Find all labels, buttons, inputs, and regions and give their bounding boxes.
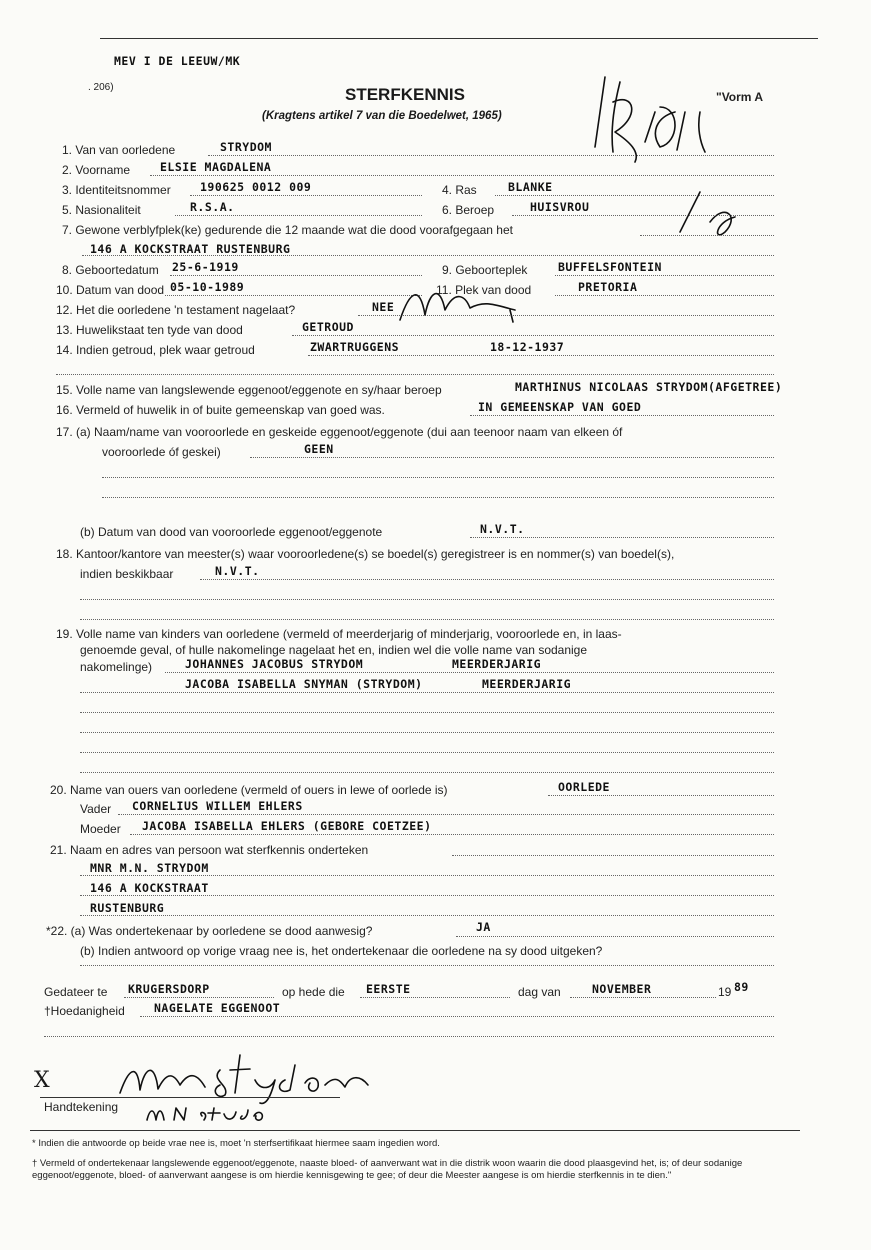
field-15-label: 15. Volle name van langslewende eggenoot/eggenote en sy/haar beroep (56, 383, 442, 397)
initials-handwriting (395, 280, 535, 330)
field-6-value: HUISVROU (530, 200, 590, 214)
field-8-value: 25-6-1919 (172, 260, 239, 274)
field-17a-label-1: 17. (a) Naam/name van vooroorlede en geskeide eggenoot/eggenote (dui aan teenoor naam van elkeen óf (56, 425, 623, 439)
dated-year-prefix: 19 (718, 985, 732, 999)
field-3-label: 3. Identiteitsnommer (62, 183, 171, 197)
field-5-label: 5. Nasionaliteit (62, 203, 141, 217)
capacity-value: NAGELATE EGGENOOT (154, 1001, 281, 1015)
child-2-status: MEERDERJARIG (482, 677, 572, 691)
field-19-label-2: genoemde geval, of hulle nakomelinge nagelaat het en, indien wel die volle name van sodanige (80, 643, 588, 657)
field-10-value: 05-10-1989 (170, 280, 245, 294)
signature-handwriting (110, 1045, 380, 1105)
signer-address-street: 146 A KOCKSTRAAT (90, 881, 209, 895)
field-14-label: 14. Indien getroud, plek waar getroud (56, 343, 255, 357)
field-7-value: 146 A KOCKSTRAAT RUSTENBURG (90, 242, 291, 256)
field-15-value: MARTHINUS NICOLAAS STRYDOM(AFGETREE) (515, 380, 783, 394)
field-16-label: 16. Vermeld of huwelik in of buite gemeenskap van goed was. (56, 403, 385, 417)
document-title: STERFKENNIS (345, 85, 465, 104)
signer-name: MNR M.N. STRYDOM (90, 861, 209, 875)
field-9-label: 9. Geboorteplek (442, 263, 528, 277)
reference-code: MEV I DE LEEUW/MK (114, 54, 241, 68)
field-14-date: 18-12-1937 (490, 340, 565, 354)
field-14-value: ZWARTRUGGENS (310, 340, 400, 354)
field-5-value: R.S.A. (190, 200, 235, 214)
field-7-label: 7. Gewone verblyfplek(ke) gedurende die 12 maande wat die dood voorafgegaan het (62, 223, 513, 237)
field-17a-label-2: vooroorlede óf geskei) (102, 445, 221, 459)
signature-label: Handtekening (44, 1100, 119, 1114)
field-18-label-2: indien beskikbaar (80, 567, 174, 581)
field-2-label: 2. Voorname (62, 163, 131, 177)
footnote-2: † Vermeld of ondertekenaar langslewende eggenoot/eggenote, naaste bloed- of aanverwant wat in die distrik woon waarin die dood plaasgevind het, is; of deur sodanige eggenoot/eggenote, bloed- of aanverwant aangese is om hierdie kennisgewing te gee; of deur die Meester aangese is om hierdie sterfkennis in te dien." (32, 1158, 743, 1181)
field-11-label: 11. Plek van dood (436, 283, 532, 297)
margin-annotation-handwriting (585, 72, 785, 242)
signature-x-mark: X (34, 1068, 50, 1093)
child-1-name: JOHANNES JACOBUS STRYDOM (185, 657, 364, 671)
field-4-value: BLANKE (508, 180, 553, 194)
field-16-value: IN GEMEENSKAP VAN GOED (478, 400, 642, 414)
form-label: "Vorm A (716, 90, 764, 104)
field-11-value: PRETORIA (578, 280, 638, 294)
field-20-label: 20. Name van ouers van oorledene (vermeld of ouers in lewe of oorlede is) (50, 783, 448, 797)
dated-month-label: dag van (518, 985, 561, 999)
footnote-rule (30, 1130, 800, 1131)
field-21-label: 21. Naam en adres van persoon wat sterfkennis onderteken (50, 843, 369, 857)
child-2-name: JACOBA ISABELLA SNYMAN (STRYDOM) (185, 677, 423, 691)
field-22b-label: (b) Indien antwoord op vorige vraag nee is, het ondertekenaar die oorledene na sy dood uitgeken? (80, 944, 603, 958)
field-20-value: OORLEDE (558, 780, 610, 794)
field-19-label-3: nakomelinge) (80, 660, 153, 674)
field-8-label: 8. Geboortedatum (62, 263, 159, 277)
field-22a-value: JA (476, 920, 491, 934)
dated-day: EERSTE (366, 982, 411, 996)
printed-name-handwriting (142, 1098, 282, 1128)
dated-month: NOVEMBER (592, 982, 652, 996)
field-18-label-1: 18. Kantoor/kantore van meester(s) waar vooroorledene(s) se boedel(s) geregistreer is en nommer(s) van boedel(s), (56, 547, 675, 561)
dated-at-label: Gedateer te (44, 985, 108, 999)
field-2-value: ELSIE MAGDALENA (160, 160, 272, 174)
form-code: . 206) (88, 82, 114, 93)
field-3-value: 190625 0012 009 (200, 180, 312, 194)
field-22a-label: *22. (a) Was ondertekenaar by oorledene se dood aanwesig? (46, 924, 373, 938)
field-17a-value: GEEN (304, 442, 334, 456)
field-10-label: 10. Datum van dood (56, 283, 165, 297)
top-rule (100, 38, 818, 39)
child-1-status: MEERDERJARIG (452, 657, 542, 671)
field-13-value: GETROUD (302, 320, 354, 334)
mother-name: JACOBA ISABELLA EHLERS (GEBORE COETZEE) (142, 819, 432, 833)
field-13-label: 13. Huwelikstaat ten tyde van dood (56, 323, 243, 337)
capacity-label: †Hoedanigheid (44, 1004, 125, 1018)
father-label: Vader (80, 802, 112, 816)
field-1-value: STRYDOM (220, 140, 272, 154)
dated-day-label: op hede die (282, 985, 345, 999)
dated-place: KRUGERSDORP (128, 982, 210, 996)
field-9-value: BUFFELSFONTEIN (558, 260, 662, 274)
footnote-1: * Indien die antwoorde op beide vrae nee is, moet 'n sterfsertifikaat hiermee saam ingedien word. (32, 1138, 440, 1149)
field-17b-value: N.V.T. (480, 522, 525, 536)
signer-address-town: RUSTENBURG (90, 901, 165, 915)
document-subtitle: (Kragtens artikel 7 van die Boedelwet, 1965) (262, 110, 502, 122)
field-12-label: 12. Het die oorledene 'n testament nagelaat? (56, 303, 296, 317)
field-4-label: 4. Ras (442, 183, 477, 197)
field-17b-label: (b) Datum van dood van vooroorlede eggenoot/eggenote (80, 525, 383, 539)
field-1-label: 1. Van van oorledene (62, 143, 176, 157)
field-12-value: NEE (372, 300, 395, 314)
mother-label: Moeder (80, 822, 121, 836)
father-name: CORNELIUS WILLEM EHLERS (132, 799, 303, 813)
dated-year-suffix: 89 (734, 980, 749, 994)
field-6-label: 6. Beroep (442, 203, 495, 217)
field-18-value: N.V.T. (215, 564, 260, 578)
field-19-label-1: 19. Volle name van kinders van oorledene (vermeld of meerderjarig of minderjarig, vooroorlede en, in laas- (56, 627, 622, 641)
